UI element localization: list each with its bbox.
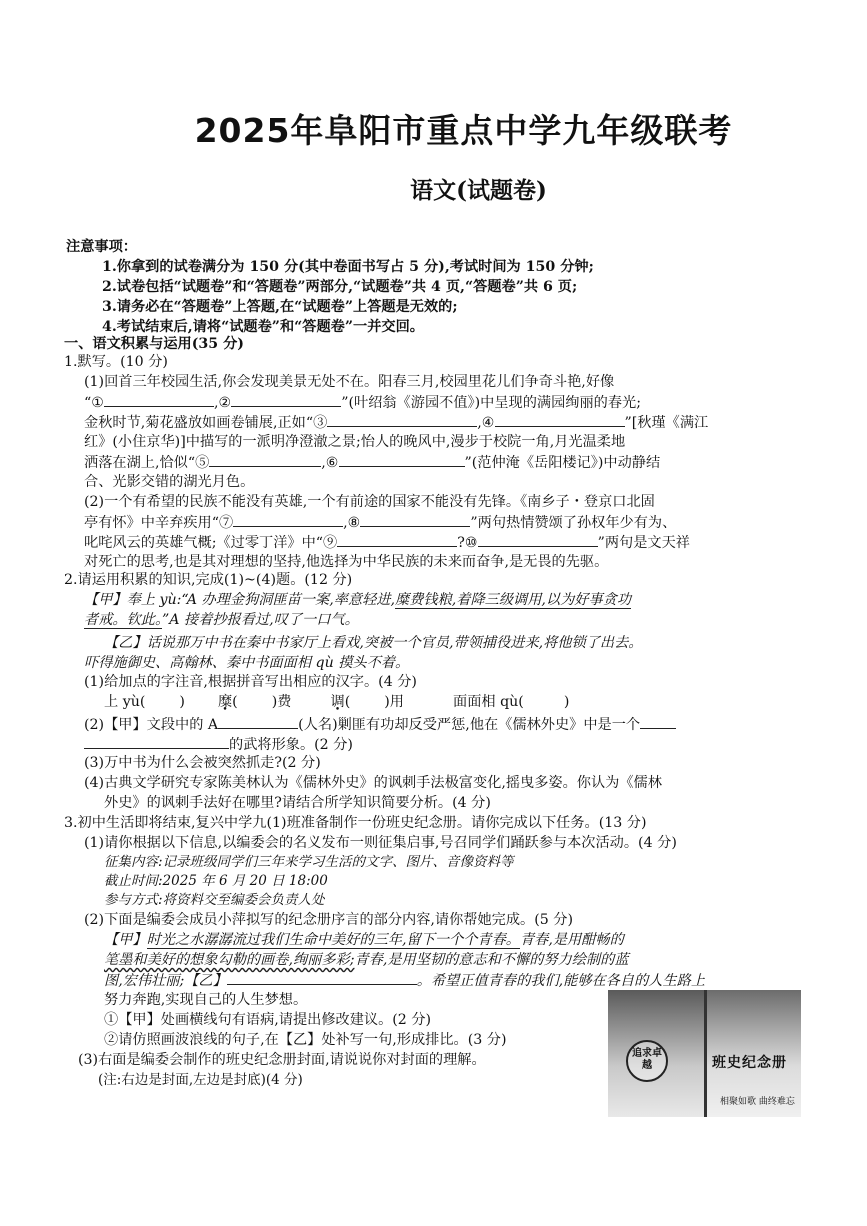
sub-question: (1)请你根据以下信息,以编委会的名义发布一则征集启事,号召同学们踊跃参与本次活动。(4 分) bbox=[84, 835, 677, 851]
preface-text: 笔墨和美好的想象勾勒的画卷,绚丽多彩;青春,是用坚韧的意志和不懈的努力绘制的蓝 bbox=[104, 952, 629, 968]
task-item: ①【甲】处画横线句有语病,请提出修改建议。(2 分) bbox=[104, 1012, 432, 1028]
question-text: 合、光影交错的湖光月色。 bbox=[84, 474, 255, 490]
notice-item: 3.请务必在“答题卷”上答题,在“试题卷”上答题是无效的; bbox=[102, 299, 458, 315]
sub-question: (3)万中书为什么会被突然抓走?(2 分) bbox=[84, 755, 321, 771]
question-text: 叱咤风云的英雄气概;《过零丁洋》中“⑨ ?⑩ ”两句是文天祥 bbox=[84, 532, 690, 553]
section-heading: 一、语文积累与运用(35 分) bbox=[64, 336, 244, 352]
question-text: 金秋时节,菊花盛放如画卷铺展,正如“③ ,④ ”[秋瑾《满江 bbox=[84, 412, 708, 433]
sub-question-note: (注:右边是封面,左边是封底)(4 分) bbox=[98, 1072, 303, 1088]
question-text: 洒落在湖上,恰似“⑤ ,⑥ ”(范仲淹《岳阳楼记》)中动静结 bbox=[84, 452, 660, 473]
sub-question: (1)给加点的字注音,根据拼音写出相应的汉字。(4 分) bbox=[84, 674, 417, 690]
preface-text: 图,宏伟壮丽;【乙】 。希望正值青春的我们,能够在各自的人生路上 bbox=[104, 970, 705, 991]
cover-title: 班史纪念册 bbox=[712, 1055, 787, 1071]
sub-question: (4)古典文学研究专家陈美林认为《儒林外史》的讽刺手法极富变化,摇曳多姿。你认为《儒林 bbox=[84, 775, 662, 791]
memorial-book-cover-photo bbox=[608, 990, 801, 1117]
question-text: 亭有怀》中辛弃疾用“⑦ ,⑧ ”两句热情赞颂了孙权年少有为、 bbox=[84, 512, 676, 533]
notice-item: 1.你拿到的试卷满分为 150 分(其中卷面书写占 5 分),考试时间为 150 分钟; bbox=[102, 259, 594, 275]
passage-jia: 者戒。钦此。”A 接着抄报看过,叹了一口气。 bbox=[84, 612, 359, 628]
sub-question: 外史》的讽刺手法好在哪里?请结合所学知识简要分析。(4 分) bbox=[104, 795, 491, 811]
passage-yi: 【乙】话说那万中书在秦中书家厅上看戏,突被一个官员,带领捕役进来,将他锁了出去。 bbox=[104, 635, 643, 651]
task-item: ②请仿照画波浪线的句子,在【乙】处补写一句,形成排比。(3 分) bbox=[104, 1032, 507, 1048]
question-heading: 3.初中生活即将结束,复兴中学九(1)班准备制作一份班史纪念册。请你完成以下任务。(13 分) bbox=[64, 815, 647, 831]
sub-question: (3)右面是编委会制作的班史纪念册封面,请说说你对封面的理解。 bbox=[78, 1052, 486, 1068]
passage-jia: 【甲】奉上 yù:“A 办理金狗洞匪苗一案,率意轻进,糜费钱粮,着降三级调用,以为好事贪功 bbox=[84, 592, 632, 608]
exam-title: 2025年阜阳市重点中学九年级联考 bbox=[194, 111, 733, 150]
notice-item: 2.试卷包括“试题卷”和“答题卷”两部分,“试题卷”共 4 页,“答题卷”共 6 页; bbox=[102, 279, 578, 295]
preface-text: 努力奔跑,实现自己的人生梦想。 bbox=[104, 992, 308, 1008]
info-line: 截止时间:2025 年 6 月 20 日 18:00 bbox=[104, 873, 328, 889]
question-text: 红》(小住京华)]中描写的一派明净澄澈之景;怡人的晚风中,漫步于校院一角,月光温柔地 bbox=[84, 434, 626, 450]
exam-subtitle: 语文(试题卷) bbox=[410, 177, 547, 204]
cover-motto: 相聚如歌 曲终难忘 bbox=[720, 1097, 795, 1107]
passage-yi: 吓得施御史、高翰林、秦中书面面相 qù 摸头不着。 bbox=[84, 655, 410, 671]
stamp-seal: 追求卓越 bbox=[626, 1040, 668, 1082]
sub-question: (2)【甲】文段中的 A (人名)剿匪有功却反受严惩,他在《儒林外史》中是一个 bbox=[84, 714, 676, 735]
question-text: “① ,② ”(叶绍翁《游园不值》)中呈现的满园绚丽的春光; bbox=[84, 392, 641, 413]
notice-item: 4.考试结束后,请将“试题卷”和“答题卷”一并交回。 bbox=[102, 319, 424, 335]
info-line: 参与方式:将资料交至编委会负责人处 bbox=[104, 892, 325, 908]
sub-question: 的武将形象。(2 分) bbox=[84, 734, 353, 755]
sub-question: (2)下面是编委会成员小萍拟写的纪念册序言的部分内容,请你帮她完成。(5 分) bbox=[84, 912, 574, 928]
question-text: 对死亡的思考,也是其对理想的坚持,他选择为中华民族的未来而奋争,是无畏的先驱。 bbox=[84, 554, 609, 570]
info-line: 征集内容:记录班级同学们三年来学习生活的文字、图片、音像资料等 bbox=[104, 854, 514, 870]
question-heading: 1.默写。(10 分) bbox=[64, 354, 168, 370]
question-heading: 2.请运用积累的知识,完成(1)~(4)题。(12 分) bbox=[64, 572, 353, 588]
preface-text: 【甲】时光之水潺潺流过我们生命中美好的三年,留下一个个青春。青春,是用酣畅的 bbox=[104, 932, 624, 948]
question-text: (2)一个有希望的民族不能没有英雄,一个有前途的国家不能没有先锋。《南乡子・登京口北固 bbox=[84, 494, 655, 510]
pinyin-items: 上 yù( ) 糜( )费 调( )用 面面相 qù( ) bbox=[104, 694, 570, 710]
question-text: (1)回首三年校园生活,你会发现美景无处不在。阳春三月,校园里花儿们争奇斗艳,好像 bbox=[84, 374, 615, 390]
notice-heading: 注意事项： bbox=[66, 239, 137, 255]
